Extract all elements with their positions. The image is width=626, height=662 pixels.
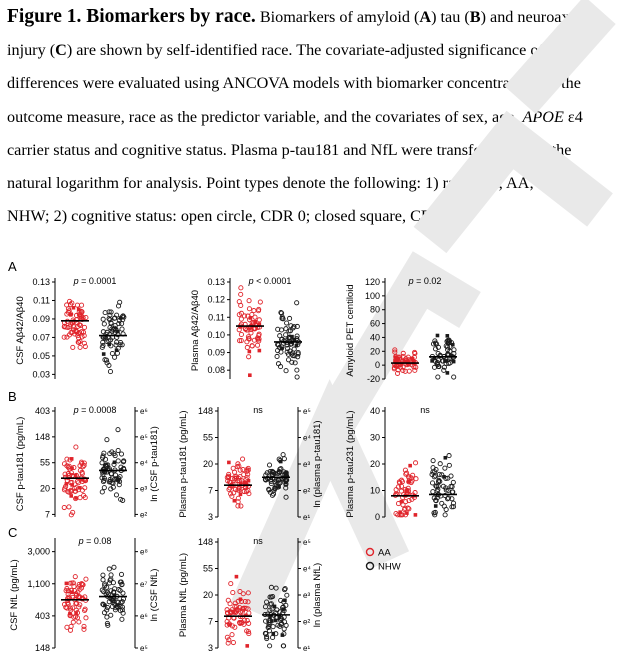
y2-tick-label: e³ xyxy=(303,591,311,600)
y-tick-label: 20 xyxy=(369,459,380,469)
y-tick-label: 0.10 xyxy=(207,329,225,340)
data-point-cdr0 xyxy=(79,303,83,307)
data-point-cdr0 xyxy=(116,448,120,452)
data-point-cdr0 xyxy=(295,368,299,372)
data-point-cdr0 xyxy=(268,644,272,648)
data-point-cdr0 xyxy=(108,369,112,373)
y-tick-label: 0.09 xyxy=(207,347,225,358)
data-point-cdr-pos xyxy=(410,357,414,361)
data-point-cdr0 xyxy=(103,311,107,315)
data-point-cdr0 xyxy=(247,307,251,311)
legend-nhw-marker xyxy=(367,563,374,570)
y2-tick-label: e² xyxy=(303,617,311,627)
y-tick-label: 403 xyxy=(34,610,50,621)
y-axis-label: Plasma NfL (pg/mL) xyxy=(178,552,189,638)
data-point-cdr0 xyxy=(282,627,286,631)
data-point-cdr0 xyxy=(71,345,75,349)
caption-text: ε4 carrier status and cognitive status. Plasma p-tau181 and NfL were transformed with the natural logarithm for analysis. Point types denote the following: 1) race: red, AA; black, NHW; 2) cognitive status: open circle, CDR 0; closed square, CDR>0. xyxy=(7,107,583,226)
legend-aa-marker xyxy=(367,549,374,556)
data-point-cdr-pos xyxy=(446,334,450,338)
y2-tick-label: e² xyxy=(140,510,148,520)
data-point-cdr0 xyxy=(229,582,233,586)
data-point-cdr-pos xyxy=(72,306,76,310)
data-point-cdr0 xyxy=(231,590,235,594)
y-tick-label: 20 xyxy=(39,483,50,494)
p-value: ns xyxy=(420,405,430,415)
data-point-cdr0 xyxy=(101,573,105,577)
data-point-cdr0 xyxy=(100,490,104,494)
data-point-cdr0 xyxy=(112,355,116,359)
caption-gene: APOE xyxy=(522,107,564,126)
data-point-cdr0 xyxy=(285,593,289,597)
data-point-cdr-pos xyxy=(444,456,448,460)
data-point-cdr-pos xyxy=(70,457,74,461)
p-value: p = 0.0001 xyxy=(73,276,117,286)
p-value: p = 0.02 xyxy=(408,276,442,286)
y-tick-label: 3,000 xyxy=(27,546,50,557)
y-tick-label: 148 xyxy=(34,643,50,653)
caption-text: ) and neuroaxonal injury ( xyxy=(7,8,598,60)
y-tick-label: 0.09 xyxy=(32,313,50,324)
data-point-cdr0 xyxy=(120,327,124,331)
data-point-cdr-pos xyxy=(295,344,299,348)
data-point-cdr0 xyxy=(77,620,81,624)
data-point-cdr0 xyxy=(120,617,124,621)
data-point-cdr-pos xyxy=(274,619,278,623)
y-tick-label: 30 xyxy=(369,432,380,443)
data-point-cdr0 xyxy=(239,286,243,290)
data-point-cdr0 xyxy=(237,300,241,304)
data-point-cdr0 xyxy=(245,345,249,349)
data-point-cdr0 xyxy=(275,354,279,358)
caption-text: ) tau ( xyxy=(431,8,470,26)
figure-panels xyxy=(0,255,626,662)
data-point-cdr0 xyxy=(295,301,299,305)
data-point-cdr-pos xyxy=(69,494,73,498)
y2-tick-label: e⁴ xyxy=(303,564,311,574)
data-point-cdr-pos xyxy=(281,633,285,637)
data-point-cdr0 xyxy=(121,591,125,595)
data-point-cdr-pos xyxy=(270,619,274,623)
y-tick-label: 7 xyxy=(44,509,50,520)
y-tick-label: 0.03 xyxy=(32,369,50,380)
data-point-cdr-pos xyxy=(436,334,440,338)
y-tick-label: 120 xyxy=(364,277,380,287)
data-point-cdr0 xyxy=(105,615,109,619)
y2-tick-label: e⁷ xyxy=(140,579,148,589)
data-point-cdr0 xyxy=(284,327,288,331)
chart-7 xyxy=(9,536,160,653)
data-point-cdr-pos xyxy=(113,460,117,464)
caption-ref-b: B xyxy=(469,8,481,26)
data-point-cdr-pos xyxy=(253,320,257,324)
y-tick-label: 0.11 xyxy=(33,295,50,306)
y2-tick-label: e¹ xyxy=(303,513,311,522)
data-point-cdr0 xyxy=(114,493,118,497)
data-point-cdr-pos xyxy=(284,481,288,485)
y-tick-label: 20 xyxy=(369,346,380,357)
y-tick-label: 7 xyxy=(207,485,213,496)
y2-tick-label: e⁵ xyxy=(140,432,148,442)
data-point-cdr0 xyxy=(119,452,123,456)
data-point-cdr0 xyxy=(102,322,106,326)
data-point-cdr0 xyxy=(282,457,286,461)
data-point-cdr-pos xyxy=(408,464,412,468)
data-point-cdr0 xyxy=(246,600,250,604)
y2-tick-label: e¹ xyxy=(303,644,311,653)
y-axis-label: Plasma p-tau231 (pg/mL) xyxy=(345,410,356,518)
data-point-cdr0 xyxy=(284,495,288,499)
data-point-cdr0 xyxy=(247,299,251,303)
data-point-cdr-pos xyxy=(405,511,409,515)
data-point-cdr-pos xyxy=(248,373,252,377)
data-point-cdr0 xyxy=(413,461,417,465)
data-point-cdr0 xyxy=(452,375,456,379)
data-point-cdr0 xyxy=(239,292,243,296)
data-point-cdr0 xyxy=(447,463,451,467)
y-tick-label: 80 xyxy=(369,304,380,315)
y-tick-label: 0.07 xyxy=(32,332,50,343)
p-value: p = 0.0008 xyxy=(73,405,117,415)
data-point-cdr0 xyxy=(107,567,111,571)
data-point-cdr-pos xyxy=(290,335,294,339)
data-point-cdr-pos xyxy=(248,350,252,354)
y-tick-label: 60 xyxy=(369,318,380,329)
y-tick-label: 0 xyxy=(374,512,380,522)
data-point-cdr0 xyxy=(285,321,289,325)
data-point-cdr-pos xyxy=(65,582,69,586)
data-point-cdr0 xyxy=(239,332,243,336)
data-point-cdr-pos xyxy=(279,460,283,464)
data-point-cdr-pos xyxy=(74,611,78,615)
p-value: ns xyxy=(253,536,263,546)
data-point-cdr-pos xyxy=(245,644,249,648)
data-point-cdr0 xyxy=(407,369,411,373)
y-tick-label: -20 xyxy=(366,374,380,384)
chart-3 xyxy=(345,276,457,384)
y2-tick-label: e³ xyxy=(303,460,311,469)
data-point-cdr0 xyxy=(230,633,234,637)
data-point-cdr0 xyxy=(447,453,451,457)
y-axis-label: CSF Aβ42/Aβ40 xyxy=(15,296,26,365)
caption-text: ) are shown by self-identified race. The covariate-adjusted significance of racial differences were evaluated using ANCOVA models with biomarker concentrations at the outcome measure, race as the predictor variable, and the covariates of sex, age, xyxy=(7,41,584,126)
data-point-cdr-pos xyxy=(400,500,404,504)
data-point-cdr0 xyxy=(101,317,105,321)
y-axis-label: Plasma p-tau181 (pg/mL) xyxy=(178,410,189,518)
data-point-cdr0 xyxy=(448,361,452,365)
data-point-cdr0 xyxy=(271,625,275,629)
data-point-cdr-pos xyxy=(249,316,253,320)
y2-tick-label: e⁵ xyxy=(303,407,311,416)
data-point-cdr0 xyxy=(246,591,250,595)
data-point-cdr0 xyxy=(257,318,261,322)
chart-1 xyxy=(15,276,127,379)
data-point-cdr0 xyxy=(62,505,66,509)
data-point-cdr0 xyxy=(438,462,442,466)
y2-tick-label: e⁴ xyxy=(140,458,148,468)
data-point-cdr0 xyxy=(269,585,273,589)
y-tick-label: 403 xyxy=(34,406,50,416)
data-point-cdr0 xyxy=(119,572,123,576)
y-tick-label: 0.05 xyxy=(32,350,50,361)
data-point-cdr-pos xyxy=(74,496,78,500)
data-point-cdr-pos xyxy=(119,316,123,320)
data-point-cdr0 xyxy=(84,577,88,581)
y-tick-label: 20 xyxy=(202,459,213,469)
data-point-cdr0 xyxy=(432,365,436,369)
data-point-cdr-pos xyxy=(282,607,286,611)
data-point-cdr0 xyxy=(116,459,120,463)
caption-ref-c: C xyxy=(55,41,67,60)
y-tick-label: 0.08 xyxy=(207,365,225,376)
y-axis-label: CSF NfL (pg/mL) xyxy=(9,559,20,631)
data-point-cdr0 xyxy=(240,457,244,461)
data-point-cdr0 xyxy=(78,345,82,349)
y2-axis-label: ln (CSF p-tau181) xyxy=(149,426,160,502)
y2-tick-label: e⁶ xyxy=(140,611,148,621)
y-tick-label: 20 xyxy=(202,590,213,600)
data-point-cdr0 xyxy=(436,375,440,379)
data-point-cdr0 xyxy=(267,463,271,467)
chart-8 xyxy=(178,536,323,653)
data-point-cdr0 xyxy=(292,347,296,351)
data-point-cdr0 xyxy=(247,355,251,359)
y-tick-label: 10 xyxy=(369,485,380,496)
data-point-cdr-pos xyxy=(285,471,289,475)
data-point-cdr0 xyxy=(258,300,262,304)
y-tick-label: 55 xyxy=(202,563,213,574)
figure-title: Figure 1. Biomarkers by race. xyxy=(7,6,256,27)
data-point-cdr-pos xyxy=(239,493,243,497)
data-point-cdr0 xyxy=(116,428,120,432)
data-point-cdr0 xyxy=(239,504,243,508)
y-axis-label: Plasma Aβ42/Aβ40 xyxy=(190,289,201,372)
data-point-cdr0 xyxy=(102,486,106,490)
y2-tick-label: e⁵ xyxy=(303,538,311,547)
caption-text: Biomarkers of amyloid ( xyxy=(259,8,420,26)
data-point-cdr0 xyxy=(414,477,418,481)
data-point-cdr0 xyxy=(295,375,299,379)
data-point-cdr0 xyxy=(284,369,288,373)
data-point-cdr-pos xyxy=(434,504,438,508)
panel-letter-a: A xyxy=(8,259,17,274)
y-tick-label: 55 xyxy=(202,432,213,443)
p-value: ns xyxy=(253,405,263,415)
data-point-cdr-pos xyxy=(414,513,418,517)
y-tick-label: 0.13 xyxy=(207,277,225,287)
data-point-cdr0 xyxy=(443,513,447,517)
data-point-cdr0 xyxy=(274,586,278,590)
p-value: p < 0.0001 xyxy=(248,276,292,286)
data-point-cdr0 xyxy=(231,640,235,644)
chart-5 xyxy=(178,405,323,522)
data-point-cdr0 xyxy=(228,602,232,606)
y-axis-label: Amyloid PET centiloid xyxy=(345,284,356,377)
data-point-cdr0 xyxy=(281,453,285,457)
data-point-cdr0 xyxy=(270,635,274,639)
y-axis-label: CSF p-tau181 (pg/mL) xyxy=(15,416,26,512)
data-point-cdr0 xyxy=(263,605,267,609)
legend xyxy=(367,548,401,573)
legend-nhw-label: NHW xyxy=(378,561,401,573)
data-point-cdr0 xyxy=(101,578,105,582)
legend-aa-label: AA xyxy=(378,547,391,559)
data-point-cdr0 xyxy=(71,620,75,624)
y-tick-label: 148 xyxy=(197,537,213,547)
y2-tick-label: e² xyxy=(303,486,311,496)
data-point-cdr-pos xyxy=(228,623,232,627)
chart-6 xyxy=(345,405,457,522)
y2-tick-label: e⁶ xyxy=(140,407,148,416)
caption-ref-a: A xyxy=(419,8,432,26)
data-point-cdr0 xyxy=(67,505,71,509)
figure-caption xyxy=(7,0,619,233)
data-point-cdr0 xyxy=(242,618,246,622)
y-tick-label: 3 xyxy=(207,512,213,522)
y-tick-label: 7 xyxy=(207,616,213,627)
data-point-cdr0 xyxy=(112,565,116,569)
data-point-cdr-pos xyxy=(102,352,106,356)
y2-tick-label: e⁸ xyxy=(140,547,148,557)
data-point-cdr-pos xyxy=(227,461,231,465)
data-point-cdr-pos xyxy=(283,598,287,602)
y-tick-label: 1,100 xyxy=(27,578,50,589)
panel-letter-b: B xyxy=(8,389,17,404)
data-point-cdr0 xyxy=(451,480,455,484)
y2-axis-label: ln (plasma p-tau181) xyxy=(312,420,323,508)
data-point-cdr0 xyxy=(394,488,398,492)
data-point-cdr0 xyxy=(73,575,77,579)
data-point-cdr0 xyxy=(74,445,78,449)
data-point-cdr-pos xyxy=(258,349,262,353)
y-tick-label: 3 xyxy=(207,643,213,653)
chart-4 xyxy=(15,405,160,519)
y2-tick-label: e⁴ xyxy=(303,433,311,443)
data-point-cdr0 xyxy=(238,589,242,593)
data-point-cdr0 xyxy=(119,321,123,325)
y2-tick-label: e⁵ xyxy=(140,644,148,653)
data-point-cdr0 xyxy=(75,303,79,307)
data-point-cdr0 xyxy=(255,343,259,347)
data-point-cdr-pos xyxy=(452,360,456,364)
data-point-cdr0 xyxy=(102,451,106,455)
y2-axis-label: ln (plasma NfL) xyxy=(312,562,323,628)
y-tick-label: 0.12 xyxy=(207,294,225,305)
data-point-cdr0 xyxy=(253,315,257,319)
y-tick-label: 0.11 xyxy=(208,312,225,323)
data-point-cdr0 xyxy=(105,438,109,442)
data-point-cdr0 xyxy=(232,470,236,474)
data-point-cdr0 xyxy=(431,459,435,463)
y2-axis-label: ln (CSF NfL) xyxy=(149,568,160,622)
data-point-cdr0 xyxy=(109,573,113,577)
data-point-cdr0 xyxy=(287,316,291,320)
y-tick-label: 0 xyxy=(374,360,380,371)
data-point-cdr-pos xyxy=(446,371,450,375)
data-point-cdr0 xyxy=(84,616,88,620)
y2-tick-label: e³ xyxy=(140,484,148,494)
y-tick-label: 55 xyxy=(39,457,50,468)
data-point-cdr0 xyxy=(82,627,86,631)
data-point-cdr-pos xyxy=(235,575,239,579)
data-point-cdr0 xyxy=(442,504,446,508)
y-tick-label: 40 xyxy=(369,332,380,343)
data-point-cdr0 xyxy=(443,466,447,470)
chart-2 xyxy=(190,276,302,379)
data-point-cdr0 xyxy=(82,325,86,329)
p-value: p = 0.08 xyxy=(78,536,112,546)
y-tick-label: 148 xyxy=(197,406,213,416)
panel-letter-c: C xyxy=(8,525,18,540)
data-point-cdr0 xyxy=(431,490,435,494)
y-tick-label: 148 xyxy=(34,431,50,442)
y-tick-label: 0.13 xyxy=(32,277,50,287)
y-tick-label: 40 xyxy=(369,406,380,416)
y-tick-label: 100 xyxy=(364,290,380,301)
